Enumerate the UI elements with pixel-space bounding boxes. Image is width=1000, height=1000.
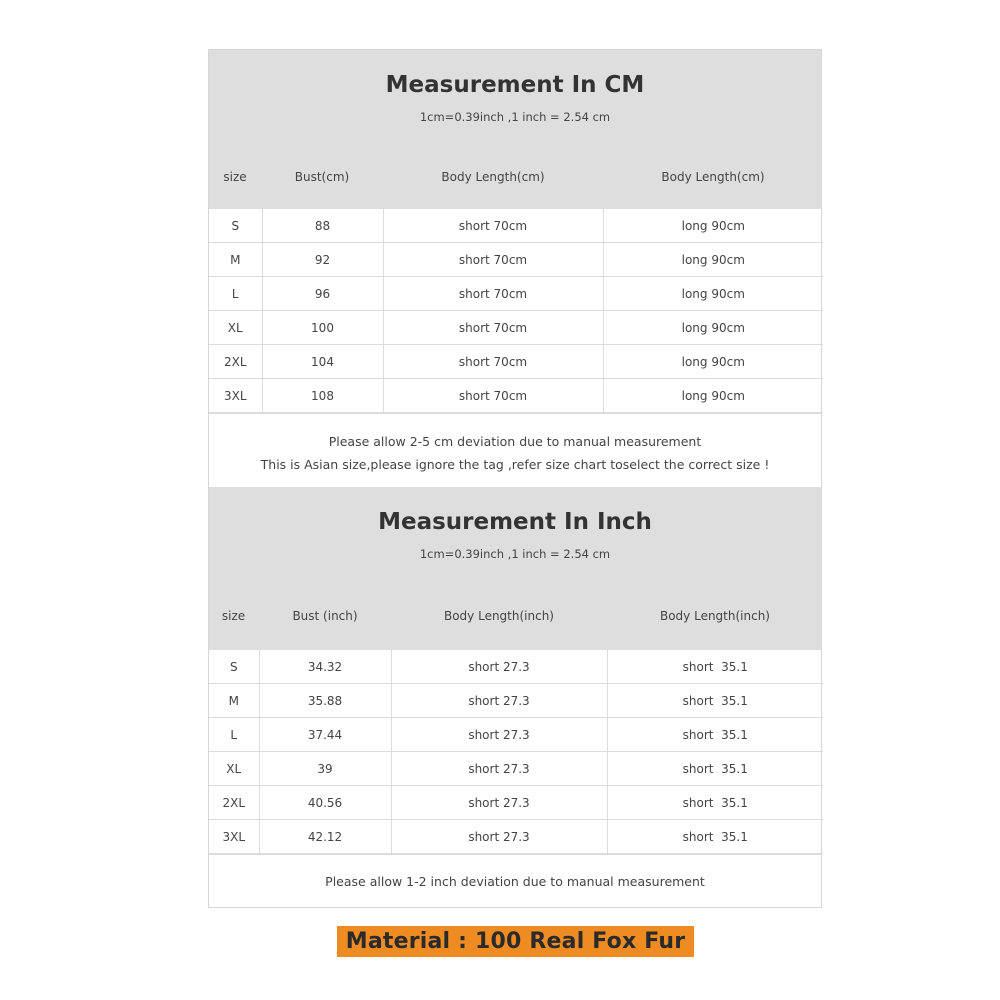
cm-note-asian-size: This is Asian size,please ignore the tag ,refer size chart toselect the correct size !	[260, 457, 770, 472]
cm-cell: short 70cm	[383, 209, 603, 243]
inch-cell: S	[209, 650, 259, 684]
inch-cell: 2XL	[209, 786, 259, 820]
inch-size-table	[209, 650, 823, 854]
cm-cell: M	[209, 243, 262, 277]
cm-cell: long 90cm	[603, 243, 823, 277]
cm-cell: short 70cm	[383, 379, 603, 413]
cm-cell: short 70cm	[383, 243, 603, 277]
cm-cell: 3XL	[209, 379, 262, 413]
cm-table-row	[209, 311, 823, 345]
cm-col-length-long: Body Length(cm)	[661, 170, 765, 184]
inch-cell: short 35.1	[607, 650, 823, 684]
inch-note-deviation: Please allow 1-2 inch deviation due to manual measurement	[325, 874, 705, 889]
cm-notes	[209, 413, 821, 487]
cm-cell: 2XL	[209, 345, 262, 379]
cm-title: Measurement In CM	[385, 72, 645, 98]
inch-cell: short 27.3	[391, 786, 607, 820]
inch-cell: short 35.1	[607, 684, 823, 718]
cm-cell: 92	[262, 243, 383, 277]
inch-cell: short 27.3	[391, 684, 607, 718]
cm-table-row	[209, 243, 823, 277]
inch-cell: short 27.3	[391, 718, 607, 752]
inch-cell: 42.12	[259, 820, 391, 854]
size-chart-sheet	[208, 49, 822, 908]
cm-cell: 108	[262, 379, 383, 413]
inch-cell: XL	[209, 752, 259, 786]
inch-cell: short 35.1	[607, 786, 823, 820]
inch-col-bust: Bust (inch)	[292, 609, 358, 623]
inch-cell: short 35.1	[607, 820, 823, 854]
cm-table-row	[209, 379, 823, 413]
cm-cell: short 70cm	[383, 345, 603, 379]
inch-table-row	[209, 752, 823, 786]
cm-col-length-short: Body Length(cm)	[441, 170, 545, 184]
inch-table-row	[209, 684, 823, 718]
cm-header	[209, 50, 821, 209]
inch-cell: short 35.1	[607, 752, 823, 786]
inch-table-row	[209, 786, 823, 820]
inch-table-row	[209, 820, 823, 854]
cm-cell: S	[209, 209, 262, 243]
cm-cell: XL	[209, 311, 262, 345]
cm-cell: 96	[262, 277, 383, 311]
cm-cell: short 70cm	[383, 277, 603, 311]
inch-cell: M	[209, 684, 259, 718]
inch-cell: 35.88	[259, 684, 391, 718]
inch-cell: short 27.3	[391, 820, 607, 854]
inch-header	[209, 487, 821, 650]
cm-cell: 100	[262, 311, 383, 345]
inch-col-length-long: Body Length(inch)	[659, 609, 770, 623]
inch-cell: L	[209, 718, 259, 752]
cm-col-size: size	[223, 170, 247, 184]
cm-cell: short 70cm	[383, 311, 603, 345]
cm-cell: L	[209, 277, 262, 311]
cm-cell: long 90cm	[603, 209, 823, 243]
cm-cell: long 90cm	[603, 345, 823, 379]
inch-cell: short 27.3	[391, 752, 607, 786]
inch-col-size: size	[221, 609, 246, 623]
inch-table-row	[209, 650, 823, 684]
inch-cell: 34.32	[259, 650, 391, 684]
inch-subtitle: 1cm=0.39inch ,1 inch = 2.54 cm	[419, 547, 611, 561]
inch-cell: short 35.1	[607, 718, 823, 752]
inch-cell: short 27.3	[391, 650, 607, 684]
cm-note-deviation: Please allow 2-5 cm deviation due to manual measurement	[328, 434, 702, 449]
cm-cell: long 90cm	[603, 311, 823, 345]
cm-subtitle: 1cm=0.39inch ,1 inch = 2.54 cm	[419, 110, 611, 124]
cm-size-table	[209, 209, 823, 413]
inch-title: Measurement In Inch	[378, 509, 652, 535]
cm-col-bust: Bust(cm)	[294, 170, 350, 184]
inch-cell: 39	[259, 752, 391, 786]
cm-cell: long 90cm	[603, 277, 823, 311]
cm-cell: 104	[262, 345, 383, 379]
cm-cell: long 90cm	[603, 379, 823, 413]
cm-table-row	[209, 345, 823, 379]
inch-cell: 37.44	[259, 718, 391, 752]
inch-col-length-short: Body Length(inch)	[443, 609, 554, 623]
inch-cell: 40.56	[259, 786, 391, 820]
inch-notes	[209, 854, 821, 907]
cm-table-row	[209, 277, 823, 311]
inch-table-row	[209, 718, 823, 752]
material-banner: Material : 100 Real Fox Fur	[337, 926, 694, 957]
cm-cell: 88	[262, 209, 383, 243]
cm-table-row	[209, 209, 823, 243]
inch-cell: 3XL	[209, 820, 259, 854]
